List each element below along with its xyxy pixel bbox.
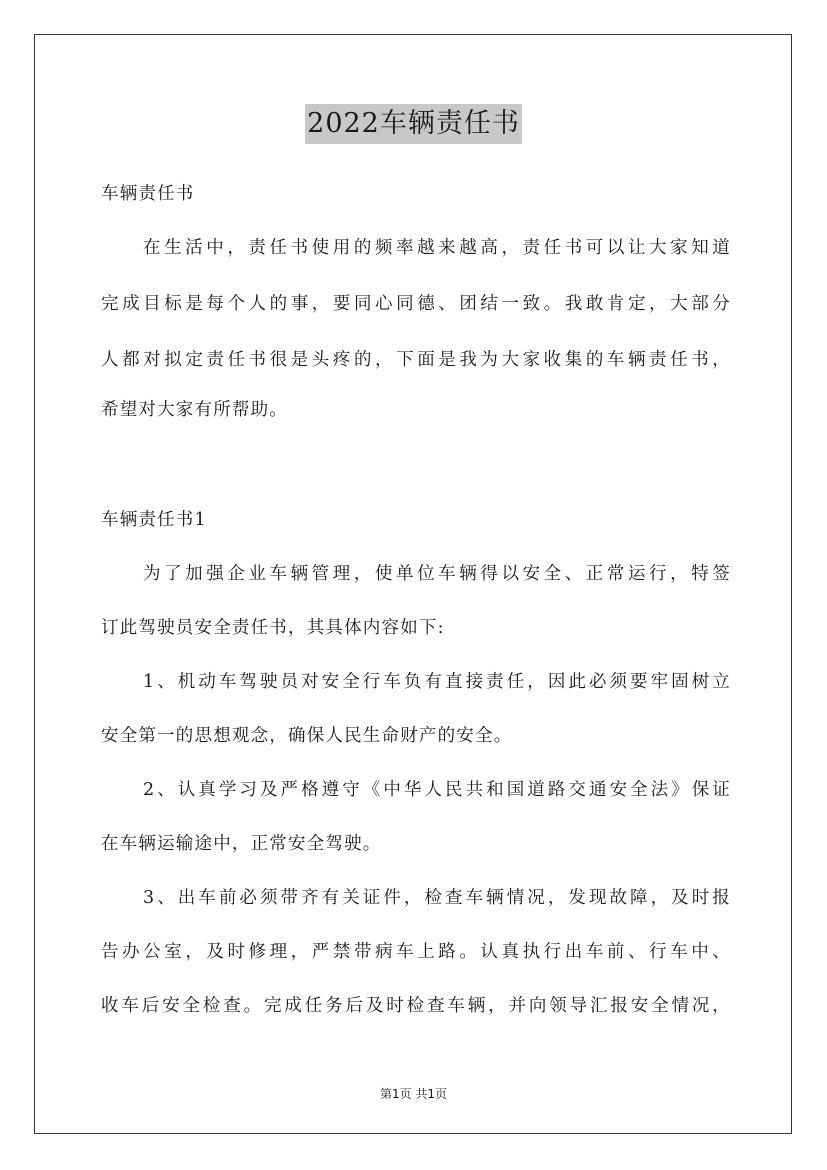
document-subtitle: 车辆责任书: [101, 184, 195, 204]
document-title-text: 2022车辆责任书: [305, 104, 522, 144]
section-line-1: 为了加强企业车辆管理，使单位车辆得以安全、正常运行，特签: [143, 564, 731, 584]
intro-line-2: 完成目标是每个人的事，要同心同德、团结一致。我敢肯定，大部分: [101, 294, 731, 314]
section-line-7: 3、出车前必须带齐有关证件，检查车辆情况，发现故障，及时报: [143, 888, 731, 908]
section-line-9: 收车后安全检查。完成任务后及时检查车辆，并向领导汇报安全情况，: [101, 996, 731, 1016]
section-line-6: 在车辆运输途中，正常安全驾驶。: [101, 834, 382, 854]
section-line-4: 安全第一的思想观念，确保人民生命财产的安全。: [101, 726, 513, 746]
section-line-8: 告办公室，及时修理，严禁带病车上路。认真执行出车前、行车中、: [101, 942, 731, 962]
intro-line-3: 人都对拟定责任书很是头疼的，下面是我为大家收集的车辆责任书，: [101, 350, 731, 370]
intro-line-1: 在生活中，责任书使用的频率越来越高，责任书可以让大家知道: [143, 238, 731, 258]
document-title: [0, 102, 827, 144]
section-line-5: 2、认真学习及严格遵守《中华人民共和国道路交通安全法》保证: [143, 780, 731, 800]
section-line-2: 订此驾驶员安全责任书，其具体内容如下:: [101, 618, 445, 638]
page-footer: 第1页 共1页: [379, 1087, 448, 1101]
section-line-3: 1、机动车驾驶员对安全行车负有直接责任，因此必须要牢固树立: [143, 672, 731, 692]
section-heading: 车辆责任书1: [101, 510, 207, 530]
intro-line-4: 希望对大家有所帮助。: [101, 400, 288, 420]
